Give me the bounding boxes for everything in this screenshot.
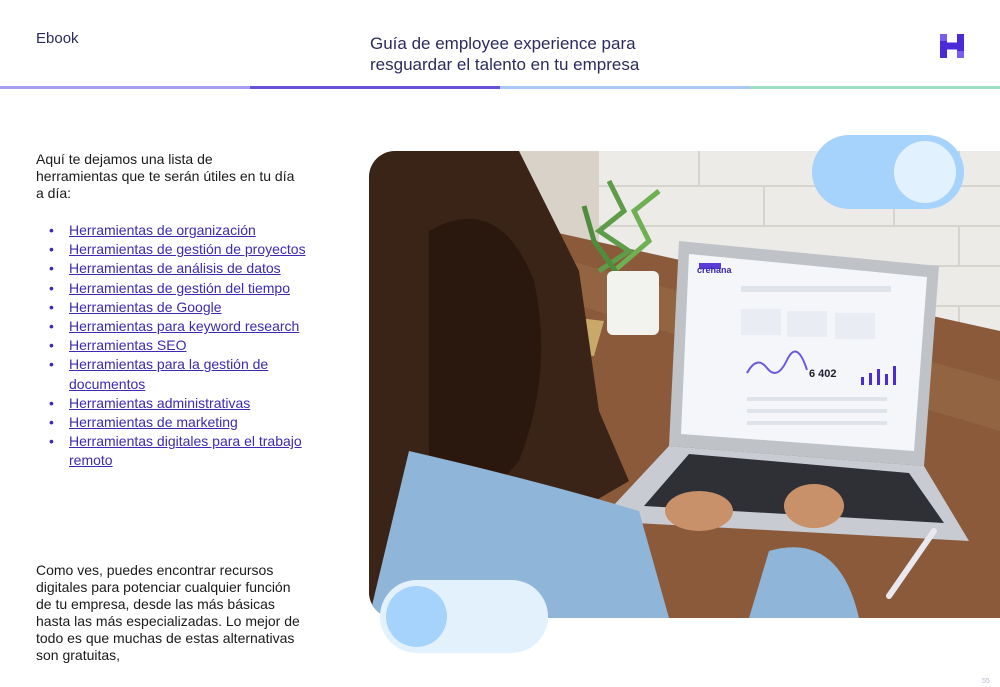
header-label: Ebook [36, 30, 79, 47]
tools-list [36, 221, 336, 471]
laptop-photo [369, 151, 1000, 618]
tool-link[interactable]: Herramientas de gestión del tiempo [69, 279, 291, 296]
tool-link[interactable]: Herramientas para la gestión de documentos [69, 356, 269, 392]
page-title-line-1: Guía de employee experience para [370, 34, 636, 53]
crehana-logo-icon [940, 34, 964, 58]
tool-link[interactable]: Herramientas de gestión de proyectos [69, 241, 306, 258]
tool-link[interactable]: Herramientas de marketing [69, 414, 238, 431]
divider-segment [0, 86, 250, 89]
page-title-line-2: resguardar el talento en tu empresa [370, 55, 640, 74]
page-number: 55 [982, 678, 990, 685]
list-item [36, 432, 336, 470]
list-item [36, 298, 336, 317]
list-item [36, 240, 336, 259]
list-item [36, 259, 336, 278]
tool-link[interactable]: Herramientas digitales para el trabajo remoto [69, 433, 302, 469]
list-item [36, 413, 336, 432]
tool-link[interactable]: Herramientas de Google [69, 298, 222, 315]
list-item [36, 355, 336, 393]
list-item [36, 279, 336, 298]
decorative-toggle-bottom [380, 580, 548, 653]
tool-link[interactable]: Herramientas de organización [69, 222, 256, 238]
header-divider [0, 86, 1000, 89]
divider-segment [250, 86, 500, 89]
tool-link[interactable]: Herramientas para keyword research [69, 318, 300, 335]
divider-segment [500, 86, 750, 89]
tool-link[interactable]: Herramientas de análisis de datos [69, 260, 281, 277]
screen-metric: 6 402 [809, 368, 837, 380]
intro-paragraph: Aquí te dejamos una lista de herramientas que te serán útiles en tu día a día: [36, 151, 295, 201]
list-item [36, 394, 336, 413]
tool-link[interactable]: Herramientas SEO [69, 337, 187, 354]
tool-link[interactable]: Herramientas administrativas [69, 394, 251, 411]
toggle-knob [386, 586, 447, 647]
screen-brand: crehana [697, 265, 732, 275]
list-item [36, 221, 336, 240]
decorative-toggle-top [812, 135, 964, 209]
list-item [36, 317, 336, 336]
toggle-knob [894, 141, 956, 203]
list-item [36, 336, 336, 355]
outro-paragraph: Como ves, puedes encontrar recursos digitales para potenciar cualquier función de tu empresa, desde las más básicas hasta las más especializadas. Lo mejor de todo es que muchas de estas alternativas son gratuitas, [36, 562, 300, 663]
page-title [370, 33, 730, 75]
divider-segment [750, 86, 1000, 89]
